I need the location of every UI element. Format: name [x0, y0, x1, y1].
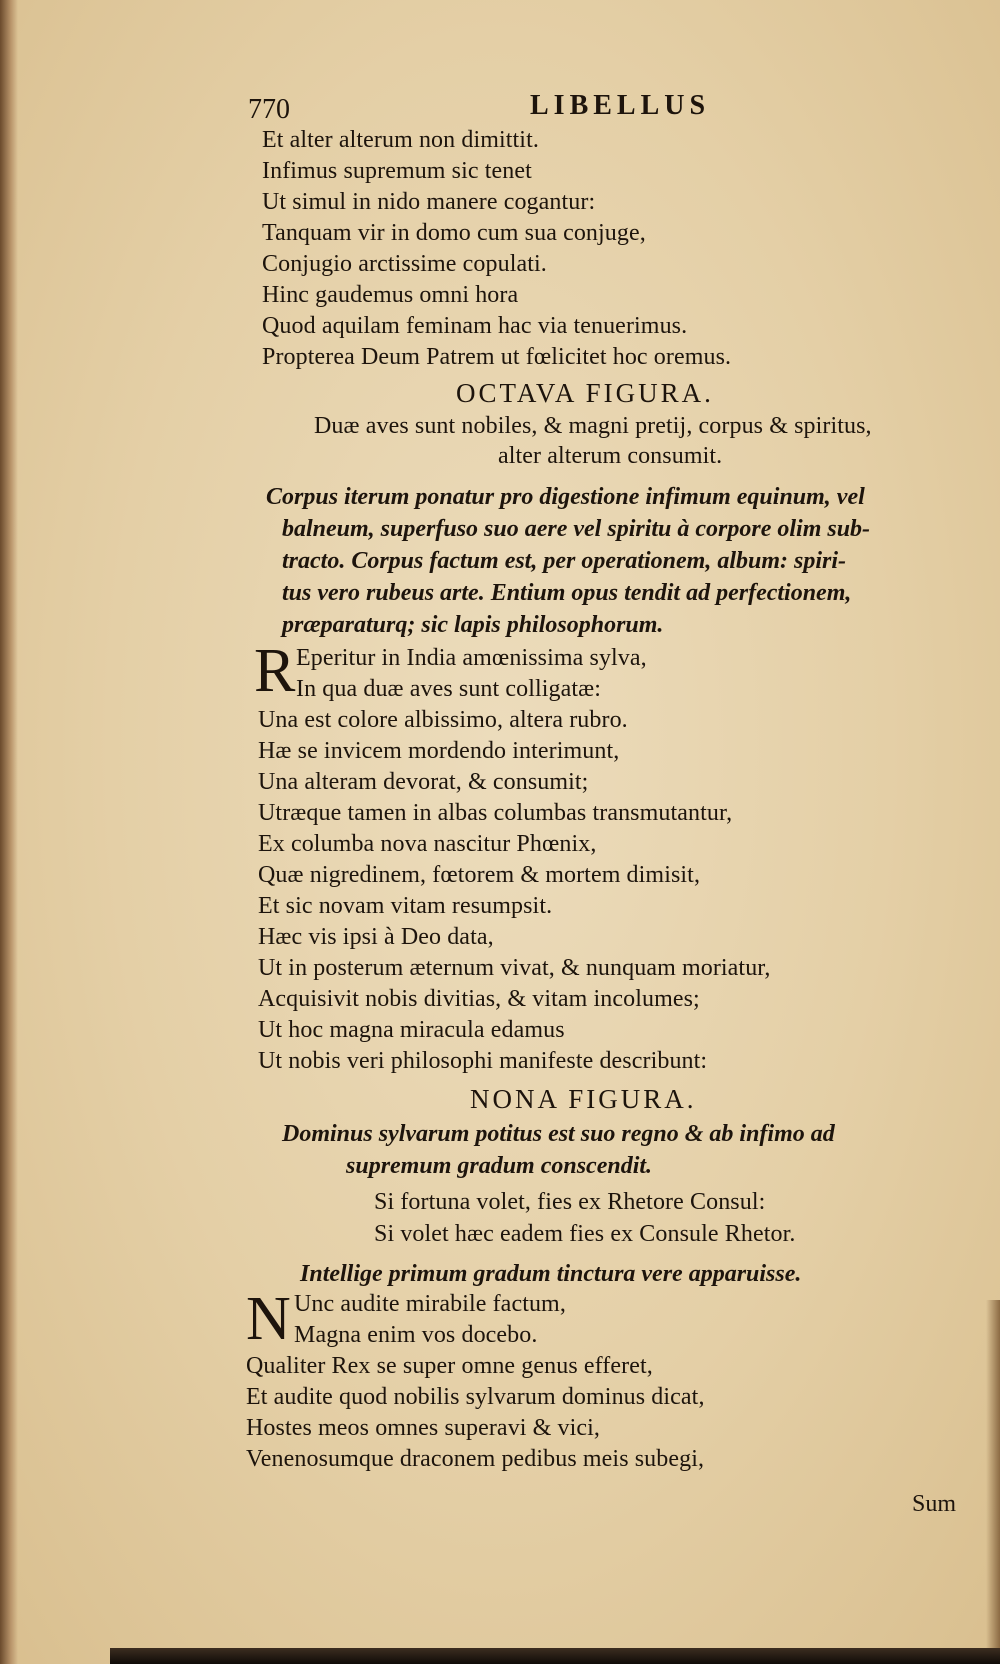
verse-line: Venenosumque draconem pedibus meis subegi, [246, 1446, 705, 1472]
verse-line: In qua duæ aves sunt colligatæ: [296, 676, 602, 702]
figure-caption: Duæ aves sunt nobiles, & magni pretij, corpus & spiritus, [314, 413, 872, 439]
book-spine-shadow [0, 0, 18, 1664]
verse-line: Ut in posterum æternum vivat, & nunquam moriatur, [258, 955, 771, 981]
verse-line: Tanquam vir in domo cum sua conjuge, [262, 220, 646, 246]
verse-line: Utræque tamen in albas columbas transmutantur, [258, 800, 733, 826]
verse-line: Magna enim vos docebo. [294, 1322, 538, 1348]
italic-line: balneum, superfuso suo aere vel spiritu à corpore olim sub- [282, 516, 871, 542]
italic-line: tus vero rubeus arte. Entium opus tendit ad perfectionem, [282, 580, 852, 606]
verse-line: Eperitur in India amœnissima sylva, [296, 645, 647, 671]
section-heading-nona: NONA FIGURA. [470, 1084, 697, 1114]
italic-line: Corpus iterum ponatur pro digestione infimum equinum, vel [266, 484, 865, 510]
verse-line: Ut hoc magna miracula edamus [258, 1017, 565, 1043]
verse-line: Ut nobis veri philosophi manifeste describunt: [258, 1048, 708, 1074]
italic-line: supremum gradum conscendit. [346, 1153, 653, 1179]
verse-line: Una est colore albissimo, altera rubro. [258, 707, 628, 733]
verse-line: Quæ nigredinem, fœtorem & mortem dimisit, [258, 862, 701, 888]
verse-line: Hæc vis ipsi à Deo data, [258, 924, 494, 950]
verse-line: Ut simul in nido manere cogantur: [262, 189, 596, 215]
verse-line: Hinc gaudemus omni hora [262, 282, 519, 308]
italic-line: Dominus sylvarum potitus est suo regno & ab infimo ad [282, 1121, 835, 1147]
verse-line: Conjugio arctissime copulati. [262, 251, 547, 277]
figure-caption: alter alterum consumit. [498, 443, 723, 469]
verse-line: Acquisivit nobis divitias, & vitam incolumes; [258, 986, 700, 1012]
section-heading-octava: OCTAVA FIGURA. [456, 378, 714, 408]
catchword: Sum [912, 1491, 957, 1517]
verse-line: Propterea Deum Patrem ut fœlicitet hoc oremus. [262, 344, 732, 370]
verse-line: Ex columba nova nascitur Phœnix, [258, 831, 597, 857]
verse-line: Si volet hæc eadem fies ex Consule Rhetor. [374, 1221, 796, 1247]
book-edge-bottom [110, 1648, 1000, 1664]
verse-line: Et audite quod nobilis sylvarum dominus dicat, [246, 1384, 705, 1410]
italic-line: præparaturq; sic lapis philosophorum. [282, 612, 664, 638]
verse-line: Unc audite mirabile factum, [294, 1291, 566, 1317]
verse-line: Infimus supremum sic tenet [262, 158, 532, 184]
page-number: 770 [248, 94, 290, 125]
verse-line: Et sic novam vitam resumpsit. [258, 893, 553, 919]
page-edge-shadow [986, 1300, 1000, 1664]
verse-line: Quod aquilam feminam hac via tenuerimus. [262, 313, 688, 339]
verse-line: Una alteram devorat, & consumit; [258, 769, 589, 795]
verse-line: Qualiter Rex se super omne genus efferet, [246, 1353, 653, 1379]
verse-line: Hostes meos omnes superavi & vici, [246, 1415, 601, 1441]
running-head: LIBELLUS [530, 90, 711, 121]
verse-line: Hæ se invicem mordendo interimunt, [258, 738, 620, 764]
drop-cap: R [254, 637, 296, 705]
italic-line: Intellige primum gradum tinctura vere apparuisse. [300, 1261, 802, 1287]
verse-line: Si fortuna volet, fies ex Rhetore Consul: [374, 1189, 766, 1215]
verse-line: Et alter alterum non dimittit. [262, 127, 539, 153]
drop-cap: N [246, 1285, 291, 1353]
italic-line: tracto. Corpus factum est, per operationem, album: spiri- [282, 548, 847, 574]
